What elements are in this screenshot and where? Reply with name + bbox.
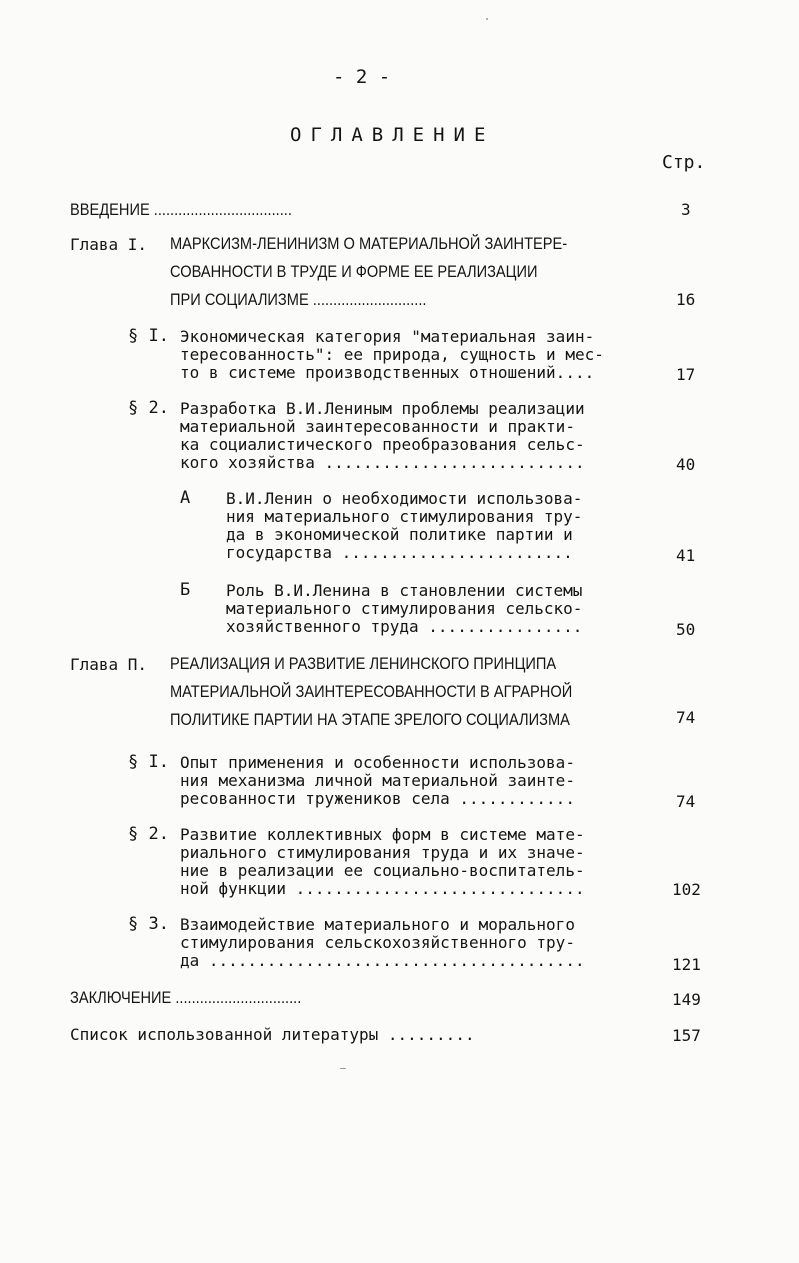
toc-chapter-title-line: РЕАЛИЗАЦИЯ И РАЗВИТИЕ ЛЕНИНСКОГО ПРИНЦИПА: [170, 654, 557, 673]
toc-heading: ОГЛАВЛЕНИЕ: [290, 124, 495, 146]
toc-title-line: хозяйственного труда ................: [226, 617, 583, 636]
toc-title-line: Развитие коллективных форм в системе мате-: [180, 825, 585, 844]
toc-entry-page: 157: [672, 1026, 701, 1045]
toc-title-line: ния механизма личной материальной заинте-: [180, 771, 575, 790]
scan-speck: [486, 18, 488, 20]
toc-entry-page: 50: [676, 620, 696, 639]
toc-title-line: Экономическая категория "материальная заин-: [180, 327, 595, 346]
toc-title-line: да в экономической политике партии и: [226, 525, 573, 544]
toc-title-line: риального стимулирования труда и их значе-: [180, 843, 585, 862]
toc-chapter-title-line: МАРКСИЗМ-ЛЕНИНИЗМ О МАТЕРИАЛЬНОЙ ЗАИНТЕРЕ-: [170, 234, 568, 253]
toc-title-line: государства ........................: [226, 543, 573, 562]
toc-chapter-label: Глава П.: [70, 655, 148, 674]
toc-title-line: да .......................................: [180, 951, 585, 970]
toc-chapter-title-line: ПРИ СОЦИАЛИЗМЕ ............................: [170, 290, 427, 309]
toc-title-line: то в системе производственных отношений....: [180, 363, 595, 382]
toc-section-title: [180, 328, 604, 382]
toc-section-label: § 3.: [128, 914, 169, 934]
toc-section-label: § 2.: [128, 824, 169, 844]
toc-chapter-title-line: МАТЕРИАЛЬНОЙ ЗАИНТЕРЕСОВАННОСТИ В АГРАРНОЙ: [170, 682, 573, 701]
toc-entry-page: 41: [676, 546, 696, 565]
toc-title-line: стимулирования сельскохозяйственного тру-: [180, 933, 575, 952]
toc-title-line: тересованность": ее природа, сущность и мес-: [180, 345, 604, 364]
toc-title-line: Разработка В.И.Лениным проблемы реализации: [180, 399, 585, 418]
toc-title-line: ной функции ..............................: [180, 879, 585, 898]
toc-title-line: кого хозяйства ...........................: [180, 453, 585, 472]
toc-section-label: § 2.: [128, 398, 169, 418]
toc-subsection-label: А: [180, 488, 191, 508]
toc-title-line: ресованности тружеников села ............: [180, 789, 575, 808]
toc-entry-page: 17: [676, 365, 696, 384]
toc-subsection-title: [226, 490, 582, 562]
toc-section-title: [180, 400, 585, 472]
toc-title-line: ния материального стимулирования тру-: [226, 507, 583, 526]
toc-section-title: [180, 826, 585, 898]
toc-section-label: § I.: [128, 326, 169, 346]
toc-section-title: [180, 754, 575, 808]
toc-chapter-title-line: ПОЛИТИКЕ ПАРТИИ НА ЭТАПЕ ЗРЕЛОГО СОЦИАЛИЗМА: [170, 710, 570, 729]
scan-speck: [340, 1068, 346, 1069]
toc-entry-page: 74: [676, 792, 696, 811]
toc-entry-title: ВВЕДЕНИЕ ..................................: [70, 200, 292, 219]
toc-section-label: § I.: [128, 752, 169, 772]
toc-entry-page: 74: [676, 708, 696, 727]
toc-subsection-title: [226, 582, 582, 636]
toc-entry-conclusion: ЗАКЛЮЧЕНИЕ ...............................: [70, 988, 302, 1007]
pages-column-label: Стр.: [662, 152, 706, 173]
toc-subsection-label: Б: [180, 580, 191, 600]
toc-entry-bibliography: Список использованной литературы .........: [70, 1025, 475, 1044]
toc-title-line: ние в реализации ее социально-воспитатель-: [180, 861, 585, 880]
toc-title-line: В.И.Ленин о необходимости использова-: [226, 489, 583, 508]
toc-entry-intro: [70, 196, 292, 224]
toc-title-line: материального стимулирования сельско-: [226, 599, 583, 618]
toc-entry-page: 3: [681, 200, 691, 219]
toc-entry-page: 102: [672, 880, 701, 899]
toc-entry-page: 16: [676, 290, 696, 309]
toc-chapter-title-line: СОВАННОСТИ В ТРУДЕ И ФОРМЕ ЕЕ РЕАЛИЗАЦИИ: [170, 262, 538, 281]
toc-title-line: Взаимодействие материального и морального: [180, 915, 575, 934]
toc-section-title: [180, 916, 585, 970]
toc-chapter-label: Глава I.: [70, 235, 148, 254]
toc-title-line: материальной заинтересованности и практи-: [180, 417, 575, 436]
toc-entry-page: 149: [672, 990, 701, 1009]
toc-title-line: Опыт применения и особенности использова-: [180, 753, 575, 772]
toc-title-line: ка социалистического преобразования сельс-: [180, 435, 585, 454]
toc-entry-page: 40: [676, 455, 696, 474]
page-number: - 2 -: [333, 66, 391, 88]
toc-title-line: Роль В.И.Ленина в становлении системы: [226, 581, 583, 600]
toc-entry-page: 121: [672, 955, 701, 974]
